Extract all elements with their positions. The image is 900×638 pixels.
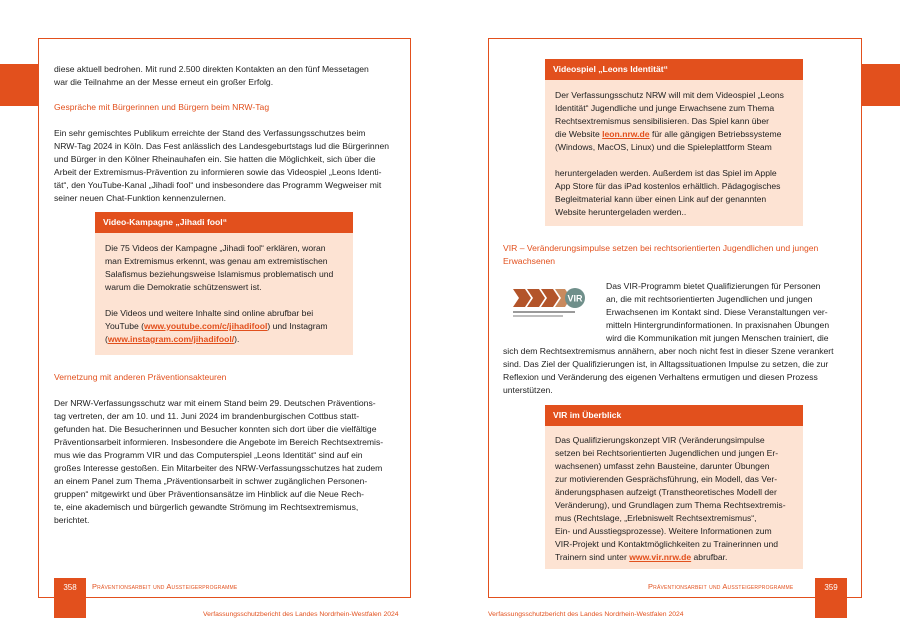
text-line: war die Teilnahme an der Messe erneut ein großer Erfolg.: [54, 77, 274, 87]
leon-website-link[interactable]: leon.nrw.de: [602, 129, 650, 139]
text-line: man Extremismus erkennt, was genau am extremistischen: [105, 256, 328, 266]
text-line: zur motivierenden Gesprächsführung, ein Modell, das Ver-: [555, 474, 778, 484]
text-line: mus (Rechtslage, „Erlebniswelt Rechtsextremismus“,: [555, 513, 757, 523]
paragraph-vernetzung: [54, 397, 383, 527]
edge-tab-right: [862, 64, 900, 106]
text-line: Rechtsextremismus sensibilisieren. Das Spiel kann über: [555, 116, 769, 126]
text-line: heruntergeladen werden. Außerdem ist das Spiel im Apple: [555, 168, 777, 178]
text-line: und Bürger in den Kölner Rheinauhafen ein. Sie hatten die Möglichkeit, sich über die: [54, 154, 376, 164]
text-line: Reflexion und Veränderung des eigenen Verhaltens ermutigen und diesen Prozess: [503, 372, 818, 382]
text-line: Veränderung), und Grundlagen zum Thema Rechtsextremis-: [555, 500, 786, 510]
text-line: Das VIR-Programm bietet Qualifizierungen für Personen: [606, 281, 821, 291]
text-line: gefunden hat. Die Besucherinnen und Besucher konnten sich dort über die vielfältige: [54, 424, 377, 434]
text-line: wachsenen) umfasst zehn Bausteine, darunter Übungen: [555, 461, 770, 471]
text-line: YouTube (www.youtube.com/c/jihadifool) und Instagram: [105, 321, 328, 331]
text-line: Das Qualifizierungskonzept VIR (Veränderungsimpulse: [555, 435, 765, 445]
text-line: an, die mit rechtsorientierten Jugendlichen und jungen: [606, 294, 813, 304]
info-box-title: Video-Kampagne „Jihadi fool“: [95, 212, 353, 233]
info-box-text: [555, 89, 784, 219]
text-line: Die 75 Videos der Kampagne „Jihadi fool“ erklären, woran: [105, 243, 326, 253]
page-number-right: 359: [815, 578, 847, 618]
text-line: tag vertreten, der am 10. und 11. Juni 2024 im brandenburgischen Cottbus statt-: [54, 411, 360, 421]
text-line: App Store für das iPad kostenlos erhältlich. Pädagogisches: [555, 181, 781, 191]
text-line: sich dem Rechtsextremismus annähern, aber noch nicht fest in dieser Szene verankert: [503, 346, 834, 356]
text-line: Trainern sind unter www.vir.nrw.de abrufbar.: [555, 552, 728, 562]
text-line: mus wie das Programm VIR und das Computerspiel „Leons Identität“ sind auf ein: [54, 450, 363, 460]
heading-vernetzung: Vernetzung mit anderen Präventionsakteuren: [54, 372, 227, 382]
footer-left: Verfassungsschutzbericht des Landes Nordrhein-Westfalen 2024: [203, 611, 399, 618]
info-box-text: [555, 434, 786, 564]
text-line: wird die Kommunikation mit jungen Menschen trainiert, die: [606, 333, 829, 343]
text-line: Erwachsenen: [503, 256, 556, 266]
text-line: setzen bei Rechtsorientierten Jugendlichen und jungen Er-: [555, 448, 779, 458]
text-line: Arbeit der Extremismus-Prävention zu informieren sowie das Videospiel „Leons Identi-: [54, 167, 382, 177]
heading-vir: [503, 242, 818, 268]
vir-logo-icon: [511, 286, 591, 322]
vir-website-link[interactable]: www.vir.nrw.de: [629, 552, 692, 562]
text-line: die Website leon.nrw.de für alle gängigen Betriebssysteme: [555, 129, 782, 139]
intro-paragraph: [54, 63, 369, 89]
info-box-text: [105, 242, 333, 346]
text-line: Ein- und Ausstiegsprozesse). Weitere Informationen zum: [555, 526, 772, 536]
text-line: änderungsphasen aufzeigt (Transtheoretisches Modell der: [555, 487, 777, 497]
text-line: Erwachsenen im Kontakt sind. Diese Veranstaltungen ver-: [606, 307, 828, 317]
running-head-right: Präventionsarbeit und Aussteigerprogramme: [648, 582, 794, 591]
text-line: berichtet.: [54, 515, 90, 525]
instagram-link[interactable]: www.instagram.com/jihadifool/: [107, 334, 235, 344]
text-line: sind. Das Ziel der Qualifizierungen ist, in Alltagssituationen Impulse zu setzen, die zur: [503, 359, 829, 369]
info-box-title: VIR im Überblick: [545, 405, 803, 426]
edge-tab-left: [0, 64, 38, 106]
text-line: tät“, den YouTube-Kanal „Jihadi fool“ und insbesondere das Programm Wegweiser mit: [54, 180, 382, 190]
text-line: (www.instagram.com/jihadifool/).: [105, 334, 240, 344]
text-line: Begleitmaterial kann über einen Link auf der genannten: [555, 194, 767, 204]
page-number-left: 358: [54, 578, 86, 618]
text-line: (Windows, MacOS, Linux) und die Spieleplattform Steam: [555, 142, 772, 152]
text-line: Die Videos und weitere Inhalte sind online abrufbar bei: [105, 308, 314, 318]
text-line: warum die Demokratie schützenswert ist.: [105, 282, 262, 292]
text-line: unterstützen.: [503, 385, 553, 395]
vir-logo-text: VIR: [567, 293, 583, 304]
text-line: Website heruntergeladen werden..: [555, 207, 687, 217]
paragraph-vir: [503, 345, 834, 397]
text-line: mitteln Hintergrundinformationen. In praxisnahen Übungen: [606, 320, 830, 330]
heading-nrw-tag: Gespräche mit Bürgerinnen und Bürgern beim NRW-Tag: [54, 102, 270, 112]
text-line: gruppen“ mitgewirkt und über Präventionsansätze im Hinblick auf die Neue Rech-: [54, 489, 365, 499]
text-line: Identität“ Jugendliche und junge Erwachsene zum Thema: [555, 103, 775, 113]
footer-right: Verfassungsschutzbericht des Landes Nordrhein-Westfalen 2024: [488, 611, 684, 618]
text-line: VIR – Veränderungsimpulse setzen bei rechtsorientierten Jugendlichen und jungen: [503, 243, 819, 253]
text-line: großes Interesse gestoßen. Ein Mitarbeiter des NRW-Verfassungsschutzes hat zudem: [54, 463, 383, 473]
text-line: Präventionsarbeit informieren. Insbesondere die Angebote im Bereich Rechtsextremis-: [54, 437, 384, 447]
text-line: Der NRW-Verfassungsschutz war mit einem Stand beim 29. Deutschen Präventions-: [54, 398, 376, 408]
vir-logo: [511, 286, 591, 322]
youtube-link[interactable]: www.youtube.com/c/jihadifool: [144, 321, 268, 331]
paragraph-nrw-tag: [54, 127, 389, 205]
text-line: Salafismus beziehungsweise Islamismus problematisch und: [105, 269, 334, 279]
text-line: Ein sehr gemischtes Publikum erreichte der Stand des Verfassungsschutzes beim: [54, 128, 366, 138]
running-head-left: Präventionsarbeit und Aussteigerprogramme: [92, 582, 238, 591]
text-line: Der Verfassungsschutz NRW will mit dem Videospiel „Leons: [555, 90, 784, 100]
text-line: an einem Panel zum Thema „Präventionsarbeit in schwer zugänglichen Personen-: [54, 476, 368, 486]
paragraph-vir-wrapped: [606, 280, 829, 345]
text-line: te, eine akademisch und bürgerlich gewandte Strömung im Rechtsextremismus,: [54, 502, 359, 512]
info-box-title: Videospiel „Leons Identität“: [545, 59, 803, 80]
text-line: seiner neuen Chat-Funktion kennenzulernen.: [54, 193, 226, 203]
text-line: NRW-Tag 2024 in Köln. Das Fest anlässlich des Landesgeburtstags lud die Bürgerinnen: [54, 141, 390, 151]
text-line: VIR-Projekt und Kontaktmöglichkeiten zu Trainerinnen und: [555, 539, 779, 549]
text-line: diese aktuell bedrohen. Mit rund 2.500 direkten Kontakten an den fünf Messetagen: [54, 64, 369, 74]
